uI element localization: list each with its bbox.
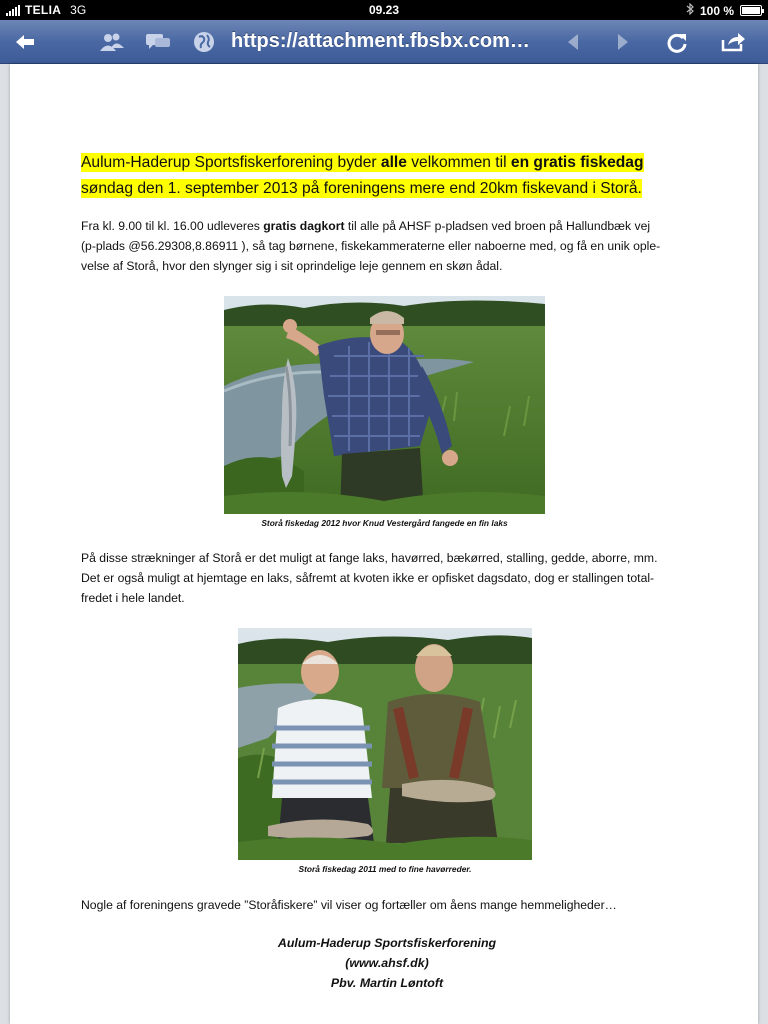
species-paragraph: På disse strækninger af Storå er det muligt at fange laks, havørred, bækørred, stalling, gedde, aborre, mm. Det er også muligt at hjemtage en laks, såfremt at kvoten ikke er opfisket dagsdato, dog er stallingen total- fredet i hele landet.	[81, 551, 658, 605]
clock: 09.23	[368, 3, 400, 17]
browser-toolbar	[0, 20, 768, 64]
battery-percent: 100 %	[699, 3, 734, 18]
photo-two-anglers	[238, 628, 532, 860]
photo2-caption: Storå fiskedag 2011 med to fine havørreder.	[298, 864, 472, 874]
prev-chevron-icon[interactable]	[560, 20, 586, 64]
intro-paragraph: Fra kl. 9.00 til kl. 16.00 udleveres gratis dagkort til alle på AHSF p-pladsen ved broen på Hallundbæk vej (p-plads @56.29308,8.86911 ), så tag børnene, fiskekammeraterne eller naboerne med, og få en unik ople- velse af Storå, hvor den slynger sig i sit oprindelige leje gennem en skøn ådal.	[81, 219, 661, 273]
friends-icon[interactable]	[96, 20, 128, 64]
network-type: 3G	[70, 3, 87, 17]
headline: Aulum-Haderup Sportsfiskerforening byder alle velkommen til en gratis fiskedag søndag den 1. september 2013 på foreningens mere end 20km fiskevand i Storå.	[81, 154, 644, 197]
signature-org: Aulum-Haderup Sportsfiskerforening	[277, 936, 497, 950]
photo-angler-with-salmon	[224, 296, 545, 514]
status-bar	[0, 0, 768, 20]
bluetooth-icon	[686, 3, 694, 18]
globe-icon[interactable]	[188, 20, 220, 64]
reload-icon[interactable]	[662, 20, 692, 64]
address-bar-url[interactable]: https://attachment.fbsbx.com…	[231, 30, 530, 52]
carrier-name: TELIA	[25, 3, 62, 17]
messages-icon[interactable]	[142, 20, 174, 64]
battery-icon	[740, 5, 762, 16]
signature-website: (www.ahsf.dk)	[345, 956, 429, 970]
closing-paragraph: Nogle af foreningens gravede ”Storåfiskere” vil viser og fortæller om åens mange hemmeligheder…	[81, 898, 617, 912]
share-icon[interactable]	[716, 20, 750, 64]
photo1-caption: Storå fiskedag 2012 hvor Knud Vestergård fangede en fin laks	[261, 518, 508, 528]
back-arrow-icon[interactable]	[8, 20, 42, 64]
next-chevron-icon[interactable]	[610, 20, 636, 64]
pdf-page[interactable]	[10, 64, 758, 1024]
signature-name: Pbv. Martin Løntoft	[330, 976, 444, 990]
